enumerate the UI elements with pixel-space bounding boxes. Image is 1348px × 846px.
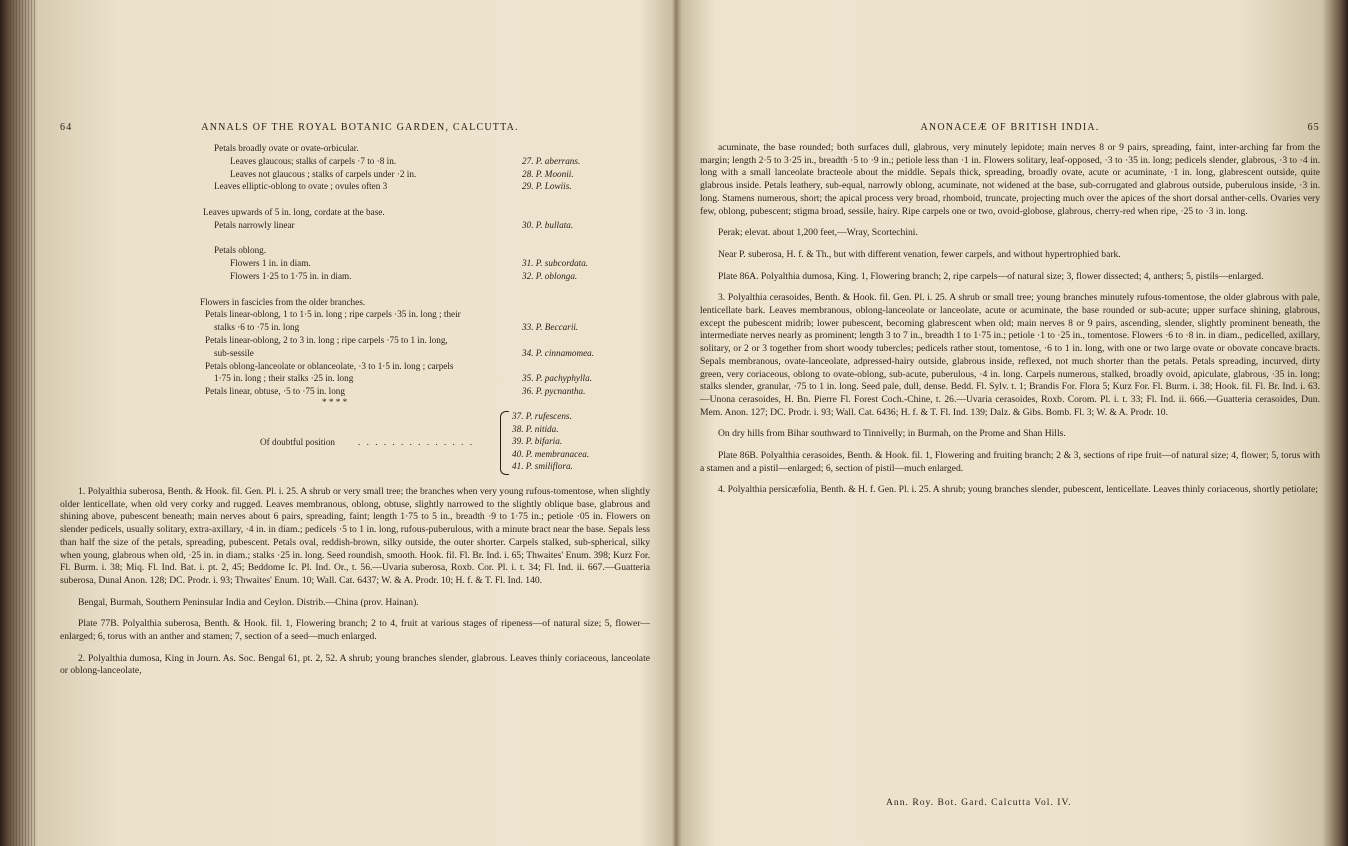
key-row — [60, 168, 660, 181]
key-row — [60, 257, 660, 270]
doubtful-species: 41. P. smiliflora. — [512, 461, 573, 472]
key-text: Petals linear, obtuse, ·5 to ·75 in. long — [205, 386, 345, 397]
doubtful-block — [60, 410, 660, 476]
paragraph: 2. Polyalthia dumosa, King in Journ. As. Soc. Bengal 61, pt. 2, 52. A shrub; young branches slender, glabrous. Leaves thinly coriaceous, lanceolate or oblong-lanceolate, — [60, 652, 650, 677]
doubtful-leader: . . . . . . . . . . . . . . — [358, 437, 475, 447]
key-text: Flowers 1·25 to 1·75 in. in diam. — [230, 270, 352, 281]
key-row — [60, 206, 660, 219]
key-species: 32. P. oblonga. — [522, 270, 578, 281]
left-running-title: ANNALS OF THE ROYAL BOTANIC GARDEN, CALCUTTA. — [201, 122, 519, 133]
doubtful-species: 39. P. bifaria. — [512, 436, 563, 447]
key-row — [60, 232, 660, 245]
key-species: 31. P. subcordata. — [522, 258, 589, 269]
key-row — [60, 155, 660, 168]
paragraph: Plate 86A. Polyalthia dumosa, King. 1, Flowering branch; 2, ripe carpels—of natural size; 3, flower dissected; 4, anthers; 5, pistils—enlarged. — [718, 270, 1264, 282]
paragraph: Plate 77B. Polyalthia suberosa, Benth. & Hook. fil. 1, Flowering branch; 2 to 4, fruit at various stages of ripeness—of natural size; 5, flower—enlarged; 6, torus with an anther and stamen; 7, section of a seed—much enlarged. — [60, 618, 650, 643]
paragraph: Bengal, Burmah, Southern Peninsular India and Ceylon. Distrib.—China (prov. Hainan). — [78, 596, 419, 608]
key-text: Petals narrowly linear — [214, 219, 295, 230]
paragraph: Perak; elevat. about 1,200 feet,—Wray, Scortechini. — [718, 227, 918, 239]
key-text: Petals oblong. — [214, 245, 267, 256]
left-page — [60, 0, 660, 846]
key-species: 34. P. cinnamomea. — [522, 347, 595, 358]
paragraph: acuminate, the base rounded; both surfaces dull, glabrous, very minutely lepidote; main nerves 8 or 9 pairs, spreading, faint, inter-arching far from the margin; length 2·5 to 3·25 in., breadth ·5 to ·9 in.; petiole less than ·1 in. Flowers solitary, leaf-opposed, ·3 to ·35 in. long; pedicels slender, glabrous, ·3 to ·4 in. long with a small lanceolate bracteole about the middle. Sepals thick, spreading, broadly ovate, acute or acuminate, ·1 in. long, glabrescent outside, quite glabrous inside. Petals leathery, sub-equal, narrowly oblong, acuminate, not widened at the base, sub-corrugated and glabrous outside, puberulous inside, ·3 in. long. Stamens numerous, short; the apical process very broad, rhomboid, truncate, projecting much over the apices of the short dorsal anther-cells. Ovaries very few, oblong, pubescent; stigma broad, sessile, hairy. Ripe carpels one or two, ovoid-globose, glabrous, cherry-red when ripe, ·25 to ·3 in. long. — [700, 142, 1320, 217]
key-text: 1·75 in. long ; their stalks ·25 in. long — [214, 373, 354, 384]
key-row — [60, 334, 660, 347]
key-text: Leaves upwards of 5 in. long, cordate at the base. — [203, 206, 385, 217]
key-row — [60, 385, 660, 398]
left-body-text — [60, 486, 650, 687]
doubtful-species: 37. P. rufescens. — [512, 411, 572, 421]
right-page-number: 65 — [1307, 122, 1320, 133]
page-edges — [10, 0, 36, 846]
key-species: 29. P. Lowiis. — [522, 181, 572, 192]
key-row — [60, 308, 660, 321]
key-row — [60, 244, 660, 257]
key-row — [60, 360, 660, 373]
key-text: Leaves not glaucous ; stalks of carpels under ·2 in. — [230, 168, 417, 179]
asterisks: * * * * — [322, 397, 348, 407]
key-row — [60, 270, 660, 283]
page-footer — [886, 797, 1072, 808]
key-text: sub-sessile — [214, 347, 254, 358]
key-species: 28. P. Moonii. — [522, 168, 574, 179]
key-text: Petals linear-oblong, 1 to 1·5 in. long ; ripe carpels ·35 in. long ; their — [205, 309, 461, 320]
key-row — [60, 347, 660, 360]
right-page — [700, 0, 1320, 846]
key-row — [60, 321, 660, 334]
key-row — [60, 283, 660, 296]
footer-text: Ann. Roy. Bot. Gard. Calcutta Vol. IV. — [886, 797, 1072, 808]
key-species: 33. P. Beccarii. — [522, 322, 579, 333]
key-row — [60, 142, 660, 155]
key-text: Petals broadly ovate or ovate-orbicular. — [214, 143, 359, 153]
paragraph: On dry hills from Bihar southward to Tinnivelly; in Burmah, on the Prome and Shan Hills. — [718, 428, 1066, 440]
key-text: Leaves glaucous; stalks of carpels ·7 to ·8 in. — [230, 155, 397, 166]
key-text: Petals linear-oblong, 2 to 3 in. long ; ripe carpels ·75 to 1 in. long, — [205, 334, 448, 345]
key-text: Petals oblong-lanceolate or oblanceolate, ·3 to 1·5 in. long ; carpels — [205, 360, 454, 371]
right-body-text — [700, 142, 1320, 506]
key-text: Flowers 1 in. in diam. — [230, 258, 311, 269]
left-page-number: 64 — [60, 122, 73, 133]
key-species: 27. P. aberrans. — [522, 155, 581, 166]
key-species: 35. P. pachyphylla. — [522, 373, 592, 384]
paragraph: 1. Polyalthia suberosa, Benth. & Hook. fil. Gen. Pl. i. 25. A shrub or very small tree; the branches when very young rufous-tomentose, when slightly older lenticellate, when old very corky and rugged. Leaves membranous, oblong, obtuse, slightly narrowed to the slightly oblique base, glabrous and shining above, pubescent beneath; main nerves about 6 pairs, spreading, faint; length 1·75 to 5 in., breadth ·9 to 1·75 in.; petiole ·05 in. Flowers on slender pedicels, usually solitary, extra-axillary, ·4 in. in diam.; pedicels ·5 to 1 in. long, rufous-puberulous, with a minute bract near the base. Sepals less than half the size of the petals, spreading, pubescent. Petals oval, reddish-brown, silky outside, the outer shorter. Carpels stalked, sub-spherical, silky when young, glabrous when old, ·25 in. in diam.; stalks ·25 in. long. Seed roundish, smooth. Hook. fil. Fl. Br. Ind. i. 65; Thwaites' Enum. 398; Kurz For. Fl. Burm. i. 38; Miq. Fl. Ind. Bat. i. pt. 2, 45; Beddome Ic. Pl. Ind. Or., t. 56.—Uvaria suberosa, Roxb. Cor. Pl. i. t. 34; Fl. Ind. ii. 667.—Guatteria suberosa, Dunal Anon. 128; DC. Prodr. i. 93; Thwaites' Enum. 10; Wall. Cat. 6437; W. & A. Prodr. 10; H. f. & T. Fl. Ind. 140. — [60, 486, 650, 586]
right-running-head — [700, 122, 1320, 136]
left-running-head — [60, 122, 660, 136]
key-text: stalks ·6 to ·75 in. long — [214, 322, 300, 333]
paragraph: Plate 86B. Polyalthia cerasoides, Benth. & Hook. fil. 1, Flowering and fruiting branch; 2 & 3, sections of ripe fruit—of natural size; 4, flower; 5, torus with a stamen and a pistil—enlarged; 6, section of pistil—much enlarged. — [700, 450, 1320, 474]
right-running-title: ANONACEÆ OF BRITISH INDIA. — [920, 122, 1100, 133]
key-row — [60, 219, 660, 232]
key-species: 36. P. pycnantha. — [522, 386, 586, 397]
doubtful-brace — [500, 411, 509, 475]
key-species: 30. P. bullata. — [522, 219, 574, 230]
key-row — [60, 296, 660, 309]
key-text: Leaves elliptic-oblong to ovate ; ovules often 3 — [214, 181, 388, 192]
species-key — [60, 142, 660, 398]
doubtful-label: Of doubtful position — [260, 437, 336, 447]
key-row — [60, 372, 660, 385]
key-text: Flowers in fascicles from the older branches. — [200, 296, 366, 307]
paragraph: 4. Polyalthia persicæfolia, Benth. & H. f. Gen. Pl. i. 25. A shrub; young branches slender, pubescent, lenticellate. Leaves thinly coriaceous, shortly petiolate; — [718, 484, 1318, 496]
paragraph: Near P. suberosa, H. f. & Th., but with different venation, fewer carpels, and without hypertrophied bark. — [718, 248, 1121, 260]
doubtful-species: 40. P. membranacea. — [512, 448, 590, 459]
key-row — [60, 180, 660, 193]
doubtful-species: 38. P. nitida. — [512, 423, 559, 434]
key-row — [60, 193, 660, 206]
asterisk-divider — [322, 396, 347, 409]
paragraph: 3. Polyalthia cerasoides, Benth. & Hook. fil. Gen. Pl. i. 25. A shrub or small tree; young branches minutely rufous-tomentose, the older glabrous with pale, lenticellate bark. Leaves membranous, oblong-lanceolate or lanceolate, acute or acuminate, the base rounded or sub-acute; upper surface shining, glabrous, except the pubescent midrib; lower pubescent, becoming glabrescent when old; main nerves 8 or 9 pairs, ascending, slender, slightly prominent beneath, the intermediate nerves nearly as prominent; length 3 to 7 in., breadth 1 to 1·75 in.; petiole ·1 to ·25 in., tomentose. Flowers ·6 to ·8 in. in diam., pedicelled, axillary, solitary, or 2 or 3 together from short woody tubercles; pedicels rather stout, tomentose, ·6 to 1 in. long, with one or two large ovate or obovate concave bracts. Sepals membranous, ovate-lanceolate, adpressed-hairy outside, glabrous inside, reflexed, not much shorter than the petals. Petals spreading, incurved, dirty green, very coriaceous, oblong to ovate-oblong, sub-acute, puberulous, ·4 in. long. Carpels numerous, stalked, broadly ovoid, apiculate, glabrous, ·35 in. long; stalks slender, granular, ·75 to 1 in. long. Seed pale, dull, dense. Bedd. Fl. Sylv. t. 1; Brandis For. Flora 5; Kurz For. Fl. Burm. i. 38; Hook. fil. Fl. Br. Ind. i. 63.—Unona cerasoides, H. Bn. Pierre Fl. Forest Coch.-Chine, t. 26.—Uvaria cerasoides, Roxb. Corom. Pl. i. t. 33; Fl. Ind. ii. 666.—Guatteria cerasoides, Dun. Mem. Anon. 127; DC. Prodr. i. 93; Wall. Cat. 6436; H. f. & T. Fl. Ind. 139; Dalz. & Gibs. Bomb. Fl. 3; W. & A. Prodr. 10. — [700, 292, 1320, 418]
